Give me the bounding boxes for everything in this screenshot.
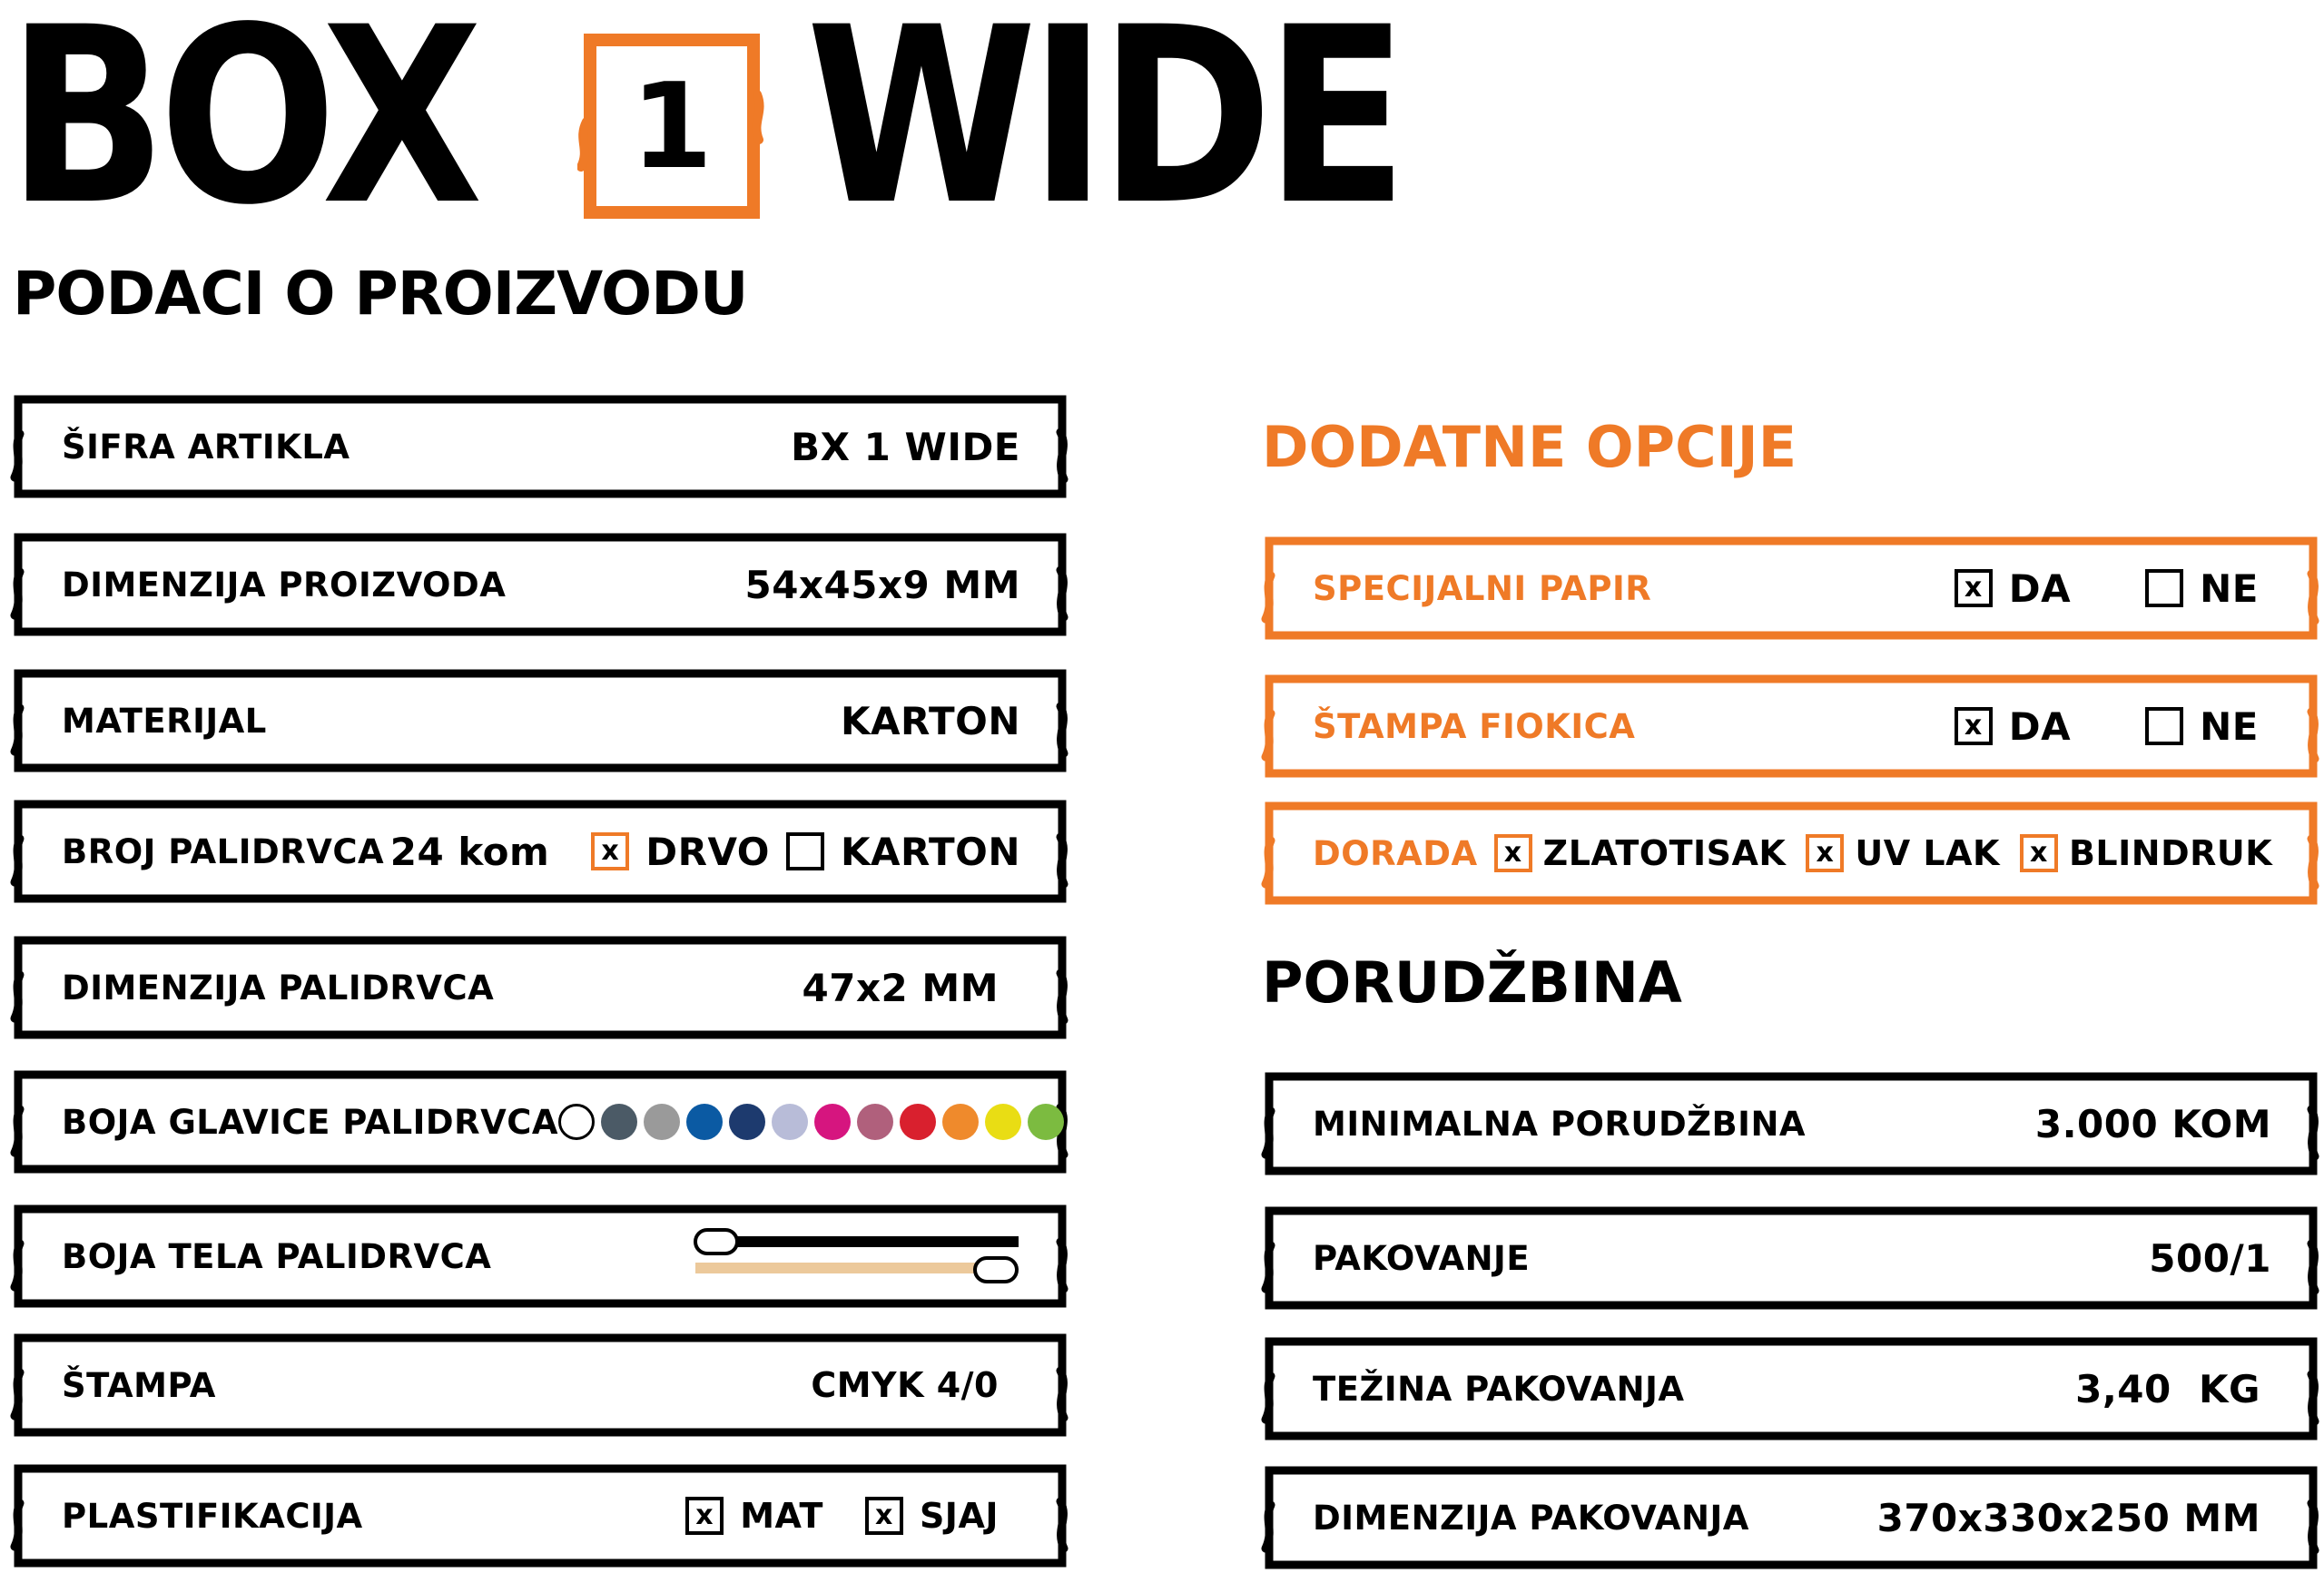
order-label: TEŽINA PAKOVANJA (1313, 1369, 1685, 1409)
order-row-minimalna (1262, 1073, 2315, 1175)
option-uv-lak: UV LAK (1855, 833, 2000, 873)
spec-value: BX 1 WIDE (791, 424, 1020, 469)
color-swatch[interactable] (985, 1104, 1021, 1140)
spec-label: PLASTIFIKACIJA (62, 1496, 363, 1536)
option-row-specijalni-papir (1262, 537, 2315, 639)
order-row-pakovanje (1262, 1207, 2315, 1309)
checkbox-blindruk[interactable]: x (2020, 834, 2058, 872)
spec-row-boja-tela (11, 1205, 1064, 1307)
option-da: DA (2008, 703, 2072, 749)
spec-label: ŠIFRA ARTIKLA (62, 427, 350, 467)
checkbox-da[interactable]: x (1955, 569, 1993, 607)
color-swatch[interactable] (814, 1104, 851, 1140)
matchstick-natural (695, 1263, 999, 1273)
spec-value: 54x45x9 MM (744, 562, 1020, 607)
option-drvo: DRVO (645, 829, 770, 874)
spec-row-broj-palidrvca (11, 801, 1064, 902)
option-karton: KARTON (840, 829, 1020, 874)
checkbox-drvo[interactable]: x (591, 832, 629, 870)
color-swatch[interactable] (772, 1104, 808, 1140)
spec-count: 24 kom (389, 829, 550, 874)
spec-label: BROJ PALIDRVCA (62, 831, 385, 871)
matchstick-colors (694, 1228, 1020, 1284)
spec-label: BOJA GLAVICE PALIDRVCA (62, 1102, 559, 1142)
checkbox-sjaj[interactable]: x (865, 1497, 903, 1535)
color-swatch[interactable] (857, 1104, 893, 1140)
option-row-dorada (1262, 802, 2315, 904)
order-row-tezina (1262, 1338, 2315, 1440)
color-swatch[interactable] (729, 1104, 765, 1140)
option-zlatotisak: ZLATOTISAK (1542, 833, 1787, 873)
spec-value: CMYK 4/0 (811, 1365, 999, 1405)
logo-word-box: BOX (7, 0, 476, 259)
page-title: PODACI O PROIZVODU (13, 259, 748, 329)
spec-row-stampa (11, 1334, 1064, 1436)
option-label: DORADA (1313, 833, 1478, 873)
option-ne: NE (2200, 565, 2259, 611)
section-title-dodatne: DODATNE OPCIJE (1262, 414, 1797, 480)
spec-label: DIMENZIJA PALIDRVCA (62, 968, 495, 1008)
order-value: 500/1 (2149, 1235, 2271, 1281)
option-label: ŠTAMPA FIOKICA (1313, 706, 1636, 746)
option-sjaj: SJAJ (919, 1496, 999, 1536)
logo-number: 1 (630, 57, 714, 195)
option-label: SPECIJALNI PAPIR (1313, 568, 1652, 608)
checkbox-zlatotisak[interactable]: x (1494, 834, 1532, 872)
option-blindruk: BLINDRUK (2068, 833, 2273, 873)
logo-number-box (577, 31, 764, 221)
color-swatches (558, 1104, 1064, 1140)
order-value: 370x330x250 MM (1876, 1495, 2260, 1540)
option-mat: MAT (740, 1496, 823, 1536)
order-value: 3.000 KOM (2034, 1101, 2271, 1146)
color-swatch[interactable] (644, 1104, 680, 1140)
order-row-dimenzija (1262, 1467, 2315, 1568)
color-swatch[interactable] (601, 1104, 637, 1140)
spec-label: ŠTAMPA (62, 1365, 216, 1405)
spec-label: DIMENZIJA PROIZVODA (62, 565, 507, 605)
spec-label: BOJA TELA PALIDRVCA (62, 1236, 492, 1276)
matchhead-black (695, 1230, 737, 1253)
checkbox-uv-lak[interactable]: x (1806, 834, 1844, 872)
color-swatch[interactable] (686, 1104, 723, 1140)
checkbox-mat[interactable]: x (685, 1497, 724, 1535)
order-label: MINIMALNA PORUDŽBINA (1313, 1104, 1807, 1144)
spec-value: KARTON (840, 698, 1020, 743)
logo-word-wide: WIDE (806, 0, 1401, 259)
checkbox-karton[interactable] (786, 832, 824, 870)
spec-row-dimenzija-palidrvca (11, 937, 1064, 1038)
option-ne: NE (2200, 703, 2259, 749)
checkbox-ne[interactable] (2145, 707, 2183, 745)
option-da: DA (2008, 565, 2072, 611)
checkbox-da[interactable]: x (1955, 707, 1993, 745)
color-swatch[interactable] (900, 1104, 936, 1140)
order-label: DIMENZIJA PAKOVANJA (1313, 1498, 1749, 1538)
spec-row-boja-glavice (11, 1071, 1064, 1173)
spec-row-plastifikacija (11, 1465, 1064, 1567)
spec-row-sifra (11, 396, 1064, 497)
matchstick-black (715, 1236, 1019, 1247)
spec-label: MATERIJAL (62, 701, 267, 741)
order-value: 3,40 KG (2075, 1366, 2260, 1411)
spec-row-materijal (11, 670, 1064, 772)
spec-row-dimenzija-proizvoda (11, 534, 1064, 635)
option-row-stampa-fiokica (1262, 675, 2315, 777)
spec-value: 47x2 MM (802, 965, 999, 1010)
section-title-porudzbina: PORUDŽBINA (1262, 949, 1682, 1016)
color-swatch[interactable] (942, 1104, 979, 1140)
color-swatch[interactable] (558, 1104, 595, 1140)
matchhead-natural (975, 1258, 1017, 1282)
checkbox-ne[interactable] (2145, 569, 2183, 607)
color-swatch[interactable] (1028, 1104, 1064, 1140)
order-label: PAKOVANJE (1313, 1238, 1531, 1278)
